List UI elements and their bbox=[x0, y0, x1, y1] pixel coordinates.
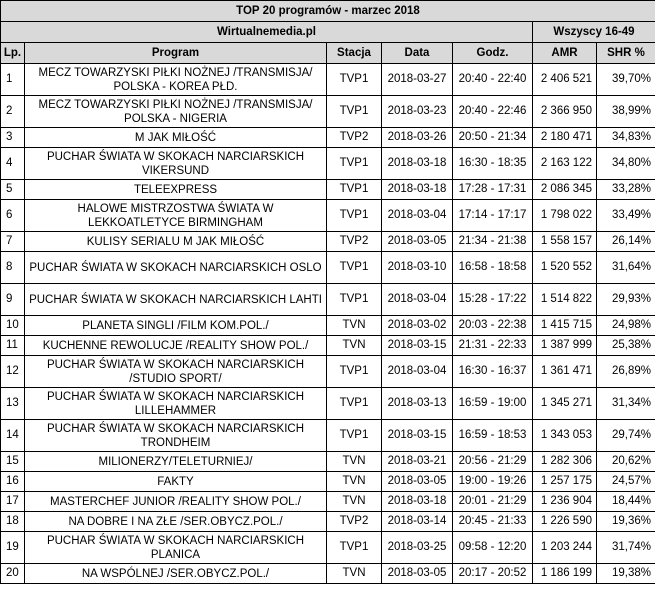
row-data: 2018-03-27 bbox=[382, 64, 453, 96]
row-stacja: TVN bbox=[327, 492, 382, 512]
row-amr: 2 163 122 bbox=[533, 148, 597, 180]
col-header-stacja: Stacja bbox=[327, 43, 382, 64]
row-stacja: TVP1 bbox=[327, 200, 382, 232]
row-program: PUCHAR ŚWIATA W SKOKACH NARCIARSKICH OSLO bbox=[25, 252, 327, 284]
row-amr: 2 180 471 bbox=[533, 128, 597, 148]
row-program: PUCHAR ŚWIATA W SKOKACH NARCIARSKICH /STUDIO SPORT/ bbox=[25, 356, 327, 388]
row-program: PUCHAR ŚWIATA W SKOKACH NARCIARSKICH TRONDHEIM bbox=[25, 420, 327, 452]
row-shr: 31,64% bbox=[597, 252, 655, 284]
table-row bbox=[1, 316, 655, 336]
table-row bbox=[1, 96, 655, 128]
row-lp: 6 bbox=[1, 200, 25, 232]
table-row bbox=[1, 356, 655, 388]
col-header-data: Data bbox=[382, 43, 453, 64]
row-shr: 34,80% bbox=[597, 148, 655, 180]
row-shr: 31,34% bbox=[597, 388, 655, 420]
row-godz: 16:58 - 18:58 bbox=[453, 252, 533, 284]
row-shr: 34,83% bbox=[597, 128, 655, 148]
row-data: 2018-03-10 bbox=[382, 252, 453, 284]
table-row bbox=[1, 452, 655, 472]
row-shr: 24,98% bbox=[597, 316, 655, 336]
row-shr: 24,57% bbox=[597, 472, 655, 492]
row-lp: 15 bbox=[1, 452, 25, 472]
table-row bbox=[1, 564, 655, 584]
row-program: M JAK MIŁOŚĆ bbox=[25, 128, 327, 148]
row-data: 2018-03-26 bbox=[382, 128, 453, 148]
row-lp: 17 bbox=[1, 492, 25, 512]
row-stacja: TVN bbox=[327, 452, 382, 472]
table-row bbox=[1, 512, 655, 532]
row-amr: 1 226 590 bbox=[533, 512, 597, 532]
row-amr: 1 520 552 bbox=[533, 252, 597, 284]
row-data: 2018-03-23 bbox=[382, 96, 453, 128]
row-data: 2018-03-15 bbox=[382, 420, 453, 452]
row-godz: 21:34 - 21:38 bbox=[453, 232, 533, 252]
row-data: 2018-03-21 bbox=[382, 452, 453, 472]
row-shr: 31,74% bbox=[597, 532, 655, 564]
row-stacja: TVN bbox=[327, 336, 382, 356]
row-amr: 2 406 521 bbox=[533, 64, 597, 96]
row-lp: 14 bbox=[1, 420, 25, 452]
row-lp: 18 bbox=[1, 512, 25, 532]
row-godz: 09:58 - 12:20 bbox=[453, 532, 533, 564]
row-lp: 13 bbox=[1, 388, 25, 420]
row-program: PLANETA SINGLI /FILM KOM.POL./ bbox=[25, 316, 327, 336]
row-stacja: TVP1 bbox=[327, 148, 382, 180]
table-row bbox=[1, 532, 655, 564]
row-lp: 11 bbox=[1, 336, 25, 356]
table-row bbox=[1, 284, 655, 316]
row-data: 2018-03-18 bbox=[382, 492, 453, 512]
row-amr: 1 203 244 bbox=[533, 532, 597, 564]
row-lp: 7 bbox=[1, 232, 25, 252]
row-godz: 17:14 - 17:17 bbox=[453, 200, 533, 232]
row-data: 2018-03-05 bbox=[382, 232, 453, 252]
row-data: 2018-03-18 bbox=[382, 148, 453, 180]
row-data: 2018-03-14 bbox=[382, 512, 453, 532]
row-godz: 20:40 - 22:40 bbox=[453, 64, 533, 96]
source-label: Wirtualnemedia.pl bbox=[1, 22, 533, 43]
row-godz: 16:59 - 19:00 bbox=[453, 388, 533, 420]
row-stacja: TVP1 bbox=[327, 96, 382, 128]
row-stacja: TVP1 bbox=[327, 180, 382, 200]
table-row bbox=[1, 232, 655, 252]
row-amr: 1 558 157 bbox=[533, 232, 597, 252]
row-lp: 10 bbox=[1, 316, 25, 336]
row-lp: 3 bbox=[1, 128, 25, 148]
col-header-lp: Lp. bbox=[1, 43, 25, 64]
row-program: PUCHAR ŚWIATA W SKOKACH NARCIARSKICH LAHTI bbox=[25, 284, 327, 316]
row-shr: 29,93% bbox=[597, 284, 655, 316]
col-header-amr: AMR bbox=[533, 43, 597, 64]
row-lp: 5 bbox=[1, 180, 25, 200]
row-shr: 33,28% bbox=[597, 180, 655, 200]
row-shr: 19,36% bbox=[597, 512, 655, 532]
row-stacja: TVP2 bbox=[327, 128, 382, 148]
table-row bbox=[1, 336, 655, 356]
row-stacja: TVN bbox=[327, 316, 382, 336]
row-program: NA DOBRE I NA ZŁE /SER.OBYCZ.POL./ bbox=[25, 512, 327, 532]
row-godz: 20:17 - 20:52 bbox=[453, 564, 533, 584]
row-amr: 2 086 345 bbox=[533, 180, 597, 200]
row-stacja: TVP1 bbox=[327, 532, 382, 564]
row-shr: 29,74% bbox=[597, 420, 655, 452]
row-godz: 19:00 - 19:26 bbox=[453, 472, 533, 492]
row-data: 2018-03-15 bbox=[382, 336, 453, 356]
row-amr: 1 236 904 bbox=[533, 492, 597, 512]
table-title: TOP 20 programów - marzec 2018 bbox=[1, 1, 655, 22]
row-shr: 19,38% bbox=[597, 564, 655, 584]
row-shr: 26,14% bbox=[597, 232, 655, 252]
row-program: KUCHENNE REWOLUCJE /REALITY SHOW POL./ bbox=[25, 336, 327, 356]
row-stacja: TVP1 bbox=[327, 64, 382, 96]
col-header-godz: Godz. bbox=[453, 43, 533, 64]
row-amr: 1 186 199 bbox=[533, 564, 597, 584]
row-godz: 20:45 - 21:33 bbox=[453, 512, 533, 532]
row-lp: 19 bbox=[1, 532, 25, 564]
table-row bbox=[1, 148, 655, 180]
table-row bbox=[1, 252, 655, 284]
row-amr: 1 345 271 bbox=[533, 388, 597, 420]
row-godz: 20:40 - 22:46 bbox=[453, 96, 533, 128]
row-lp: 4 bbox=[1, 148, 25, 180]
row-godz: 16:30 - 16:37 bbox=[453, 356, 533, 388]
row-stacja: TVP2 bbox=[327, 232, 382, 252]
row-amr: 1 415 715 bbox=[533, 316, 597, 336]
row-program: PUCHAR ŚWIATA W SKOKACH NARCIARSKICH PLANICA bbox=[25, 532, 327, 564]
table-row bbox=[1, 388, 655, 420]
row-shr: 18,44% bbox=[597, 492, 655, 512]
row-godz: 20:01 - 21:29 bbox=[453, 492, 533, 512]
row-program: NA WSPÓLNEJ /SER.OBYCZ.POL./ bbox=[25, 564, 327, 584]
row-shr: 20,62% bbox=[597, 452, 655, 472]
row-program: FAKTY bbox=[25, 472, 327, 492]
row-godz: 17:28 - 17:31 bbox=[453, 180, 533, 200]
row-data: 2018-03-13 bbox=[382, 388, 453, 420]
table-row bbox=[1, 472, 655, 492]
row-data: 2018-03-05 bbox=[382, 564, 453, 584]
row-lp: 2 bbox=[1, 96, 25, 128]
row-lp: 12 bbox=[1, 356, 25, 388]
row-lp: 16 bbox=[1, 472, 25, 492]
row-godz: 20:03 - 22:38 bbox=[453, 316, 533, 336]
col-header-shr: SHR % bbox=[597, 43, 655, 64]
row-stacja: TVP1 bbox=[327, 420, 382, 452]
row-lp: 9 bbox=[1, 284, 25, 316]
table-row bbox=[1, 420, 655, 452]
table-body bbox=[1, 64, 655, 584]
row-data: 2018-03-02 bbox=[382, 316, 453, 336]
row-shr: 33,49% bbox=[597, 200, 655, 232]
row-program: TELEEXPRESS bbox=[25, 180, 327, 200]
row-amr: 1 361 471 bbox=[533, 356, 597, 388]
row-stacja: TVP1 bbox=[327, 356, 382, 388]
row-stacja: TVP1 bbox=[327, 388, 382, 420]
table-row bbox=[1, 128, 655, 148]
table-row bbox=[1, 492, 655, 512]
row-stacja: TVP1 bbox=[327, 284, 382, 316]
row-stacja: TVP1 bbox=[327, 252, 382, 284]
row-program: PUCHAR ŚWIATA W SKOKACH NARCIARSKICH VIKERSUND bbox=[25, 148, 327, 180]
row-amr: 1 343 053 bbox=[533, 420, 597, 452]
row-amr: 2 366 950 bbox=[533, 96, 597, 128]
row-godz: 16:59 - 18:53 bbox=[453, 420, 533, 452]
row-amr: 1 798 022 bbox=[533, 200, 597, 232]
row-shr: 25,38% bbox=[597, 336, 655, 356]
row-shr: 26,89% bbox=[597, 356, 655, 388]
row-godz: 20:56 - 21:29 bbox=[453, 452, 533, 472]
row-godz: 15:28 - 17:22 bbox=[453, 284, 533, 316]
row-stacja: TVN bbox=[327, 564, 382, 584]
row-shr: 38,99% bbox=[597, 96, 655, 128]
row-stacja: TVP2 bbox=[327, 512, 382, 532]
row-amr: 1 387 999 bbox=[533, 336, 597, 356]
row-data: 2018-03-04 bbox=[382, 356, 453, 388]
row-amr: 1 514 822 bbox=[533, 284, 597, 316]
row-data: 2018-03-18 bbox=[382, 180, 453, 200]
row-program: MECZ TOWARZYSKI PIŁKI NOŻNEJ /TRANSMISJA/ POLSKA - NIGERIA bbox=[25, 96, 327, 128]
row-lp: 20 bbox=[1, 564, 25, 584]
row-program: MECZ TOWARZYSKI PIŁKI NOŻNEJ /TRANSMISJA/ POLSKA - KOREA PŁD. bbox=[25, 64, 327, 96]
row-program: KULISY SERIALU M JAK MIŁOŚĆ bbox=[25, 232, 327, 252]
table-row bbox=[1, 64, 655, 96]
row-data: 2018-03-05 bbox=[382, 472, 453, 492]
row-amr: 1 282 306 bbox=[533, 452, 597, 472]
row-data: 2018-03-04 bbox=[382, 284, 453, 316]
row-lp: 8 bbox=[1, 252, 25, 284]
row-amr: 1 257 175 bbox=[533, 472, 597, 492]
row-data: 2018-03-25 bbox=[382, 532, 453, 564]
row-program: MASTERCHEF JUNIOR /REALITY SHOW POL./ bbox=[25, 492, 327, 512]
row-godz: 16:30 - 18:35 bbox=[453, 148, 533, 180]
table-row bbox=[1, 200, 655, 232]
row-lp: 1 bbox=[1, 64, 25, 96]
row-stacja: TVN bbox=[327, 472, 382, 492]
row-shr: 39,70% bbox=[597, 64, 655, 96]
target-group-label: Wszyscy 16-49 bbox=[533, 22, 655, 43]
row-godz: 21:31 - 22:33 bbox=[453, 336, 533, 356]
table-row bbox=[1, 180, 655, 200]
row-program: PUCHAR ŚWIATA W SKOKACH NARCIARSKICH LILLEHAMMER bbox=[25, 388, 327, 420]
row-godz: 20:50 - 21:34 bbox=[453, 128, 533, 148]
row-data: 2018-03-04 bbox=[382, 200, 453, 232]
col-header-program: Program bbox=[25, 43, 327, 64]
row-program: MILIONERZY/TELETURNIEJ/ bbox=[25, 452, 327, 472]
row-program: HALOWE MISTRZOSTWA ŚWIATA W LEKKOATLETYCE BIRMINGHAM bbox=[25, 200, 327, 232]
